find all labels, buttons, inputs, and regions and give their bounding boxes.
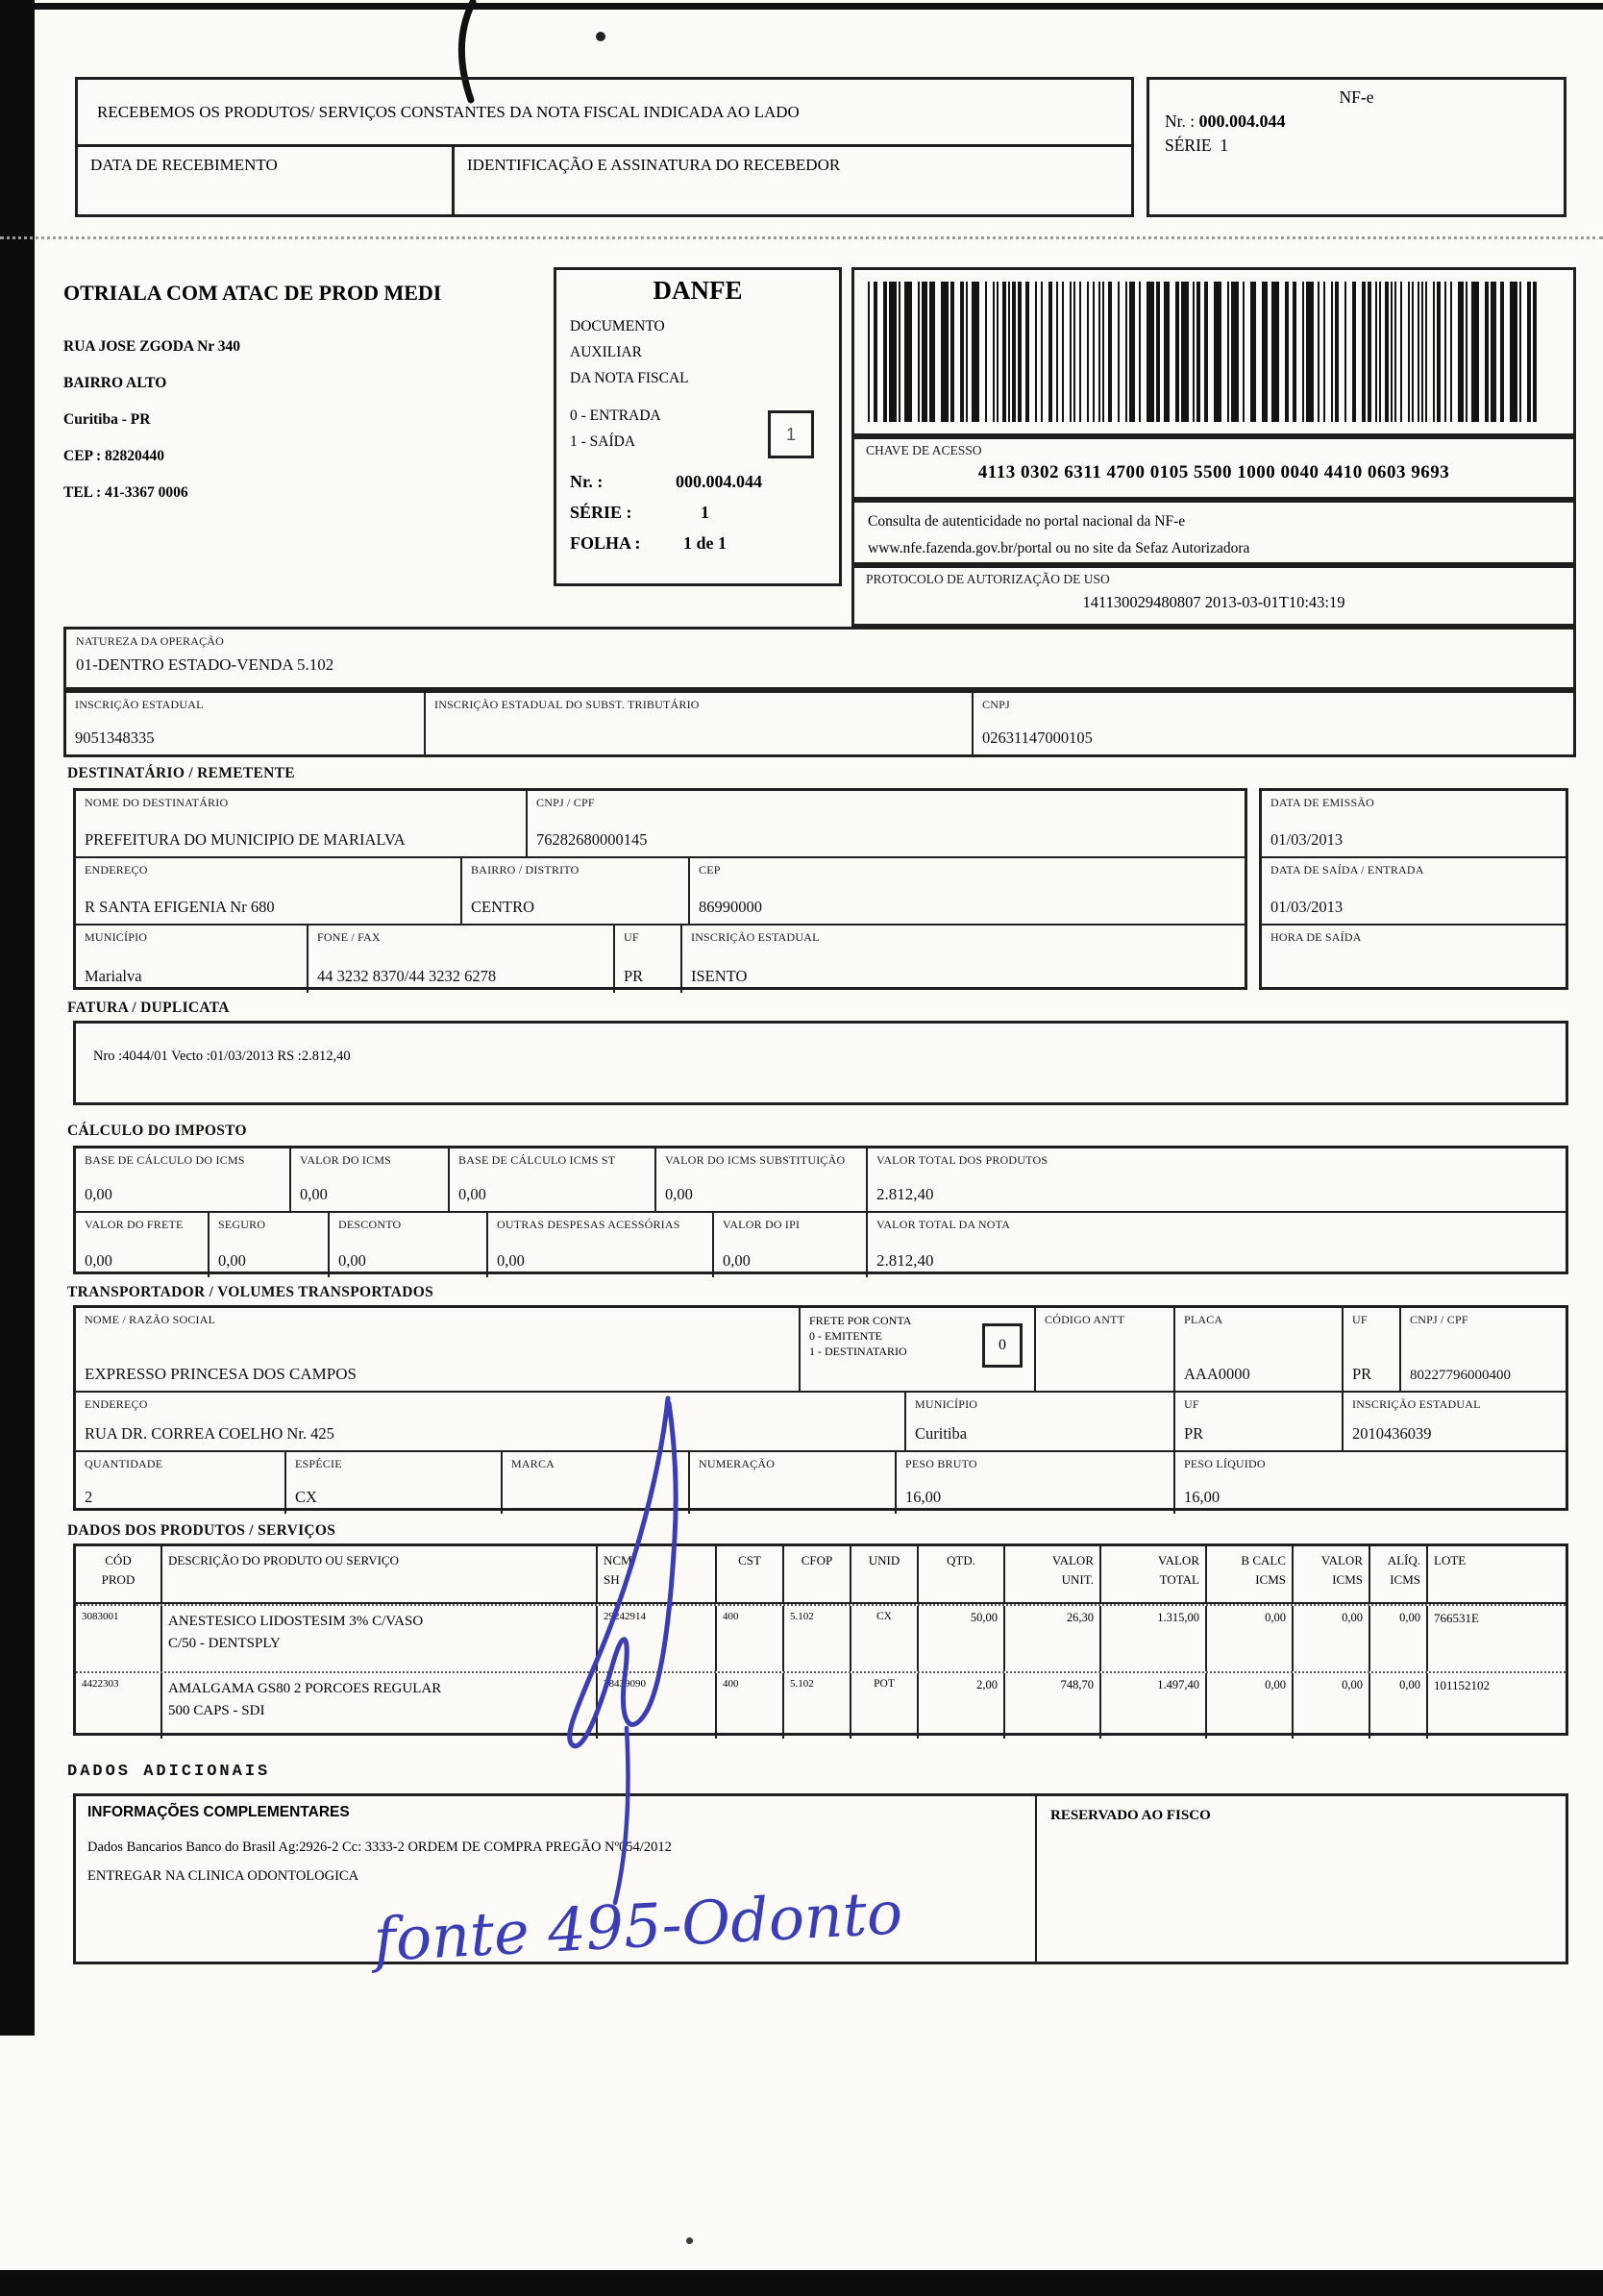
volume-quantity-field: QUANTIDADE 2 <box>76 1452 286 1514</box>
volume-numbering-field: NUMERAÇÃO <box>690 1452 897 1514</box>
danfe-tipo-box: 1 <box>768 410 814 458</box>
product-icms-rate: 0,00 <box>1370 1673 1428 1739</box>
danfe-number: Nr. : 000.004.044 <box>570 472 762 491</box>
product-row <box>76 1604 1566 1671</box>
complementary-info-cell <box>76 1796 1037 1962</box>
product-cfop: 5.102 <box>784 1673 851 1739</box>
scan-edge-left <box>0 0 35 2036</box>
barcode <box>868 282 1560 422</box>
product-unit: CX <box>851 1606 919 1671</box>
complementary-info-line-2: ENTREGAR NA CLINICA ODONTOLOGICA <box>87 1868 359 1884</box>
product-unit-value: 748,70 <box>1005 1673 1101 1739</box>
danfe-subtitle-2: AUXILIAR <box>570 344 642 360</box>
nfe-number-box <box>1147 77 1566 217</box>
carrier-name-field: NOME / RAZÃO SOCIAL EXPRESSO PRINCESA DOS CAMPOS <box>76 1308 801 1391</box>
departure-date-field: DATA DE SAÍDA / ENTRADA 01/03/2013 <box>1270 863 1424 917</box>
carrier-uf-field: UF PR <box>1344 1308 1401 1391</box>
product-qty: 50,00 <box>919 1606 1005 1671</box>
recipient-ie-field: INSCRIÇÃO ESTADUAL ISENTO <box>691 930 820 986</box>
recipient-name-field: NOME DO DESTINATÁRIO PREFEITURA DO MUNICIPIO DE MARIALVA <box>76 791 528 856</box>
scan-speck <box>686 2237 693 2244</box>
scan-edge-top <box>0 3 1603 10</box>
departure-time-field: HORA DE SAÍDA <box>1270 930 1362 944</box>
recipient-cep-field: CEP 86990000 <box>699 863 762 917</box>
tax-icms-st-base-field: BASE DE CÁLCULO ICMS ST 0,00 <box>450 1148 656 1211</box>
product-total-value: 1.497,40 <box>1101 1673 1207 1739</box>
product-total-value: 1.315,00 <box>1101 1606 1207 1671</box>
scan-edge-bottom <box>0 2270 1603 2296</box>
receipt-stub <box>75 77 1134 217</box>
tax-products-total-field: VALOR TOTAL DOS PRODUTOS 2.812,40 <box>876 1153 1048 1203</box>
carrier-cnpj-field: CNPJ / CPF 80227796000400 <box>1410 1313 1511 1383</box>
tax-other-expenses-field: OUTRAS DESPESAS ACESSÓRIAS 0,00 <box>488 1213 714 1277</box>
tax-insurance-field: SEGURO 0,00 <box>210 1213 330 1277</box>
barcode-box <box>851 267 1576 436</box>
recipient-section-title: DESTINATÁRIO / REMETENTE <box>67 765 295 781</box>
danfe-entrada: 0 - ENTRADA <box>570 407 661 424</box>
nfe-number: Nr. : 000.004.044 <box>1165 111 1286 131</box>
product-code: 3083001 <box>76 1606 162 1671</box>
tax-table <box>73 1146 1568 1274</box>
product-icms-base: 0,00 <box>1207 1606 1294 1671</box>
emitter-phone: TEL : 41-3367 0006 <box>63 484 188 501</box>
receipt-statement: RECEBEMOS OS PRODUTOS/ SERVIÇOS CONSTANTES DA NOTA FISCAL INDICADA AO LADO <box>78 80 1131 147</box>
operation-nature-value: 01-DENTRO ESTADO-VENDA 5.102 <box>76 655 334 675</box>
product-ncm: 29242914 <box>598 1606 717 1671</box>
product-lot: 766531E <box>1434 1611 1479 1625</box>
product-icms-value: 0,00 <box>1294 1606 1370 1671</box>
access-key-box <box>851 436 1576 500</box>
carrier-antt-field: CÓDIGO ANTT <box>1036 1308 1175 1391</box>
products-table <box>73 1543 1568 1736</box>
additional-data-title: DADOS ADICIONAIS <box>67 1763 271 1781</box>
emitter-name: OTRIALA COM ATAC DE PROD MEDI <box>63 281 442 305</box>
registration-row <box>63 690 1576 757</box>
receipt-signature-field: IDENTIFICAÇÃO E ASSINATURA DO RECEBEDOR <box>467 156 841 174</box>
tax-note-total-field: VALOR TOTAL DA NOTA 2.812,40 <box>876 1218 1011 1270</box>
product-icms-base: 0,00 <box>1207 1673 1294 1739</box>
dates-side-table <box>1259 788 1568 990</box>
carrier-freight-type-value: 0 <box>982 1323 1023 1368</box>
carrier-section-title: TRANSPORTADOR / VOLUMES TRANSPORTADOS <box>67 1284 434 1300</box>
authenticity-line-1: Consulta de autenticidade no portal nacional da NF-e <box>868 513 1186 530</box>
state-registration-field: INSCRIÇÃO ESTADUAL 9051348335 <box>66 693 426 754</box>
recipient-address-field: ENDEREÇO R SANTA EFIGENIA Nr 680 <box>76 858 462 924</box>
protocol-box <box>851 565 1576 627</box>
tax-icms-subst-field: VALOR DO ICMS SUBSTITUIÇÃO 0,00 <box>656 1148 868 1211</box>
carrier-address-field: ENDEREÇO RUA DR. CORREA COELHO Nr. 425 <box>76 1393 906 1450</box>
recipient-city-field: MUNICÍPIO Marialva <box>76 926 308 993</box>
products-section-title: DADOS DOS PRODUTOS / SERVIÇOS <box>67 1522 336 1539</box>
recipient-district-field: BAIRRO / DISTRITO CENTRO <box>462 858 690 924</box>
access-key-value: 4113 0302 6311 4700 0105 5500 1000 0040 4410 0603 9693 <box>977 462 1450 483</box>
emitter-cep: CEP : 82820440 <box>63 448 165 464</box>
product-row <box>76 1671 1566 1739</box>
carrier-ie-field: INSCRIÇÃO ESTADUAL 2010436039 <box>1352 1397 1481 1444</box>
danfe-title: DANFE <box>653 276 743 305</box>
products-header-row: CÓD PROD DESCRIÇÃO DO PRODUTO OU SERVIÇO NCM SH CST CFOP UNID QTD. VALOR UNIT. VALOR TOTAL B CALC ICMS VALOR ICMS ALÍQ. ICMS LOTE <box>76 1546 1566 1604</box>
product-unit: POT <box>851 1673 919 1739</box>
emitter-city: Curitiba - PR <box>63 411 151 428</box>
danfe-sheet: FOLHA : 1 de 1 <box>570 533 727 553</box>
product-cst: 400 <box>717 1606 784 1671</box>
emitter-street: RUA JOSE ZGODA Nr 340 <box>63 338 241 355</box>
perforation-line <box>0 236 1603 239</box>
carrier-city-field: MUNICÍPIO Curitiba <box>906 1393 1175 1450</box>
danfe-series: SÉRIE : 1 <box>570 503 709 522</box>
recipient-table <box>73 788 1247 990</box>
danfe-subtitle-1: DOCUMENTO <box>570 318 665 334</box>
recipient-phone-field: FONE / FAX 44 3232 8370/44 3232 6278 <box>308 926 615 993</box>
recipient-uf-field: UF PR <box>615 926 682 993</box>
tax-icms-value-field: VALOR DO ICMS 0,00 <box>291 1148 450 1211</box>
nfe-title: NF-e <box>1339 87 1374 107</box>
authenticity-note <box>851 500 1576 565</box>
subst-registration-field: INSCRIÇÃO ESTADUAL DO SUBST. TRIBUTÁRIO <box>426 693 974 754</box>
operation-nature-field <box>63 627 1576 690</box>
gross-weight-field: PESO BRUTO 16,00 <box>897 1452 1175 1514</box>
product-ncm: 28439090 <box>598 1673 717 1739</box>
invoice-section-title: FATURA / DUPLICATA <box>67 1000 230 1016</box>
product-icms-value: 0,00 <box>1294 1673 1370 1739</box>
product-lot: 101152102 <box>1434 1678 1491 1692</box>
protocol-label: PROTOCOLO DE AUTORIZAÇÃO DE USO <box>866 572 1110 586</box>
emitter-block <box>63 281 555 511</box>
invoice-installment-value: Nro :4044/01 Vecto :01/03/2013 RS :2.812,40 <box>93 1049 351 1064</box>
cnpj-field: CNPJ 02631147000105 <box>982 698 1093 748</box>
emitter-district: BAIRRO ALTO <box>63 375 167 391</box>
carrier-uf2-field: UF PR <box>1175 1393 1344 1450</box>
product-qty: 2,00 <box>919 1673 1005 1739</box>
receipt-date-field: DATA DE RECEBIMENTO <box>78 147 455 214</box>
product-cst: 400 <box>717 1673 784 1739</box>
product-description: ANESTESICO LIDOSTESIM 3% C/VASO C/50 - DENTSPLY <box>162 1606 598 1671</box>
tax-ipi-field: VALOR DO IPI 0,00 <box>714 1213 868 1277</box>
complementary-info-label: INFORMAÇÕES COMPLEMENTARES <box>87 1804 350 1820</box>
carrier-plate-field: PLACA AAA0000 <box>1175 1308 1344 1391</box>
tax-icms-base-field: BASE DE CÁLCULO DO ICMS 0,00 <box>76 1148 291 1211</box>
product-cfop: 5.102 <box>784 1606 851 1671</box>
operation-nature-label: NATUREZA DA OPERAÇÃO <box>76 634 225 648</box>
danfe-subtitle-3: DA NOTA FISCAL <box>570 370 689 386</box>
tax-discount-field: DESCONTO 0,00 <box>330 1213 488 1277</box>
complementary-info-line-1: Dados Bancarios Banco do Brasil Ag:2926-2 Cc: 3333-2 ORDEM DE COMPRA PREGÃO Nº054/2012 <box>87 1839 672 1855</box>
danfe-saida: 1 - SAÍDA <box>570 433 636 450</box>
recipient-cnpj-field: CNPJ / CPF 76282680000145 <box>536 796 648 850</box>
tax-section-title: CÁLCULO DO IMPOSTO <box>67 1123 247 1139</box>
signature-text: fonte 495-Odonto <box>371 1877 904 1975</box>
product-unit-value: 26,30 <box>1005 1606 1101 1671</box>
tax-freight-field: VALOR DO FRETE 0,00 <box>76 1213 210 1277</box>
authenticity-line-2: www.nfe.fazenda.gov.br/portal ou no site da Sefaz Autorizadora <box>868 540 1250 556</box>
emission-date-field: DATA DE EMISSÃO 01/03/2013 <box>1270 796 1375 850</box>
nfe-series: SÉRIE 1 <box>1165 136 1229 155</box>
carrier-table <box>73 1305 1568 1511</box>
product-icms-rate: 0,00 <box>1370 1606 1428 1671</box>
reserved-fisco-cell: RESERVADO AO FISCO <box>1050 1808 1211 1823</box>
protocol-value: 141130029480807 2013-03-01T10:43:19 <box>1082 593 1345 612</box>
volume-brand-field: MARCA <box>503 1452 690 1514</box>
access-key-label: CHAVE DE ACESSO <box>866 443 982 457</box>
net-weight-field: PESO LÍQUIDO 16,00 <box>1184 1457 1266 1507</box>
product-description: AMALGAMA GS80 2 PORCOES REGULAR 500 CAPS - SDI <box>162 1673 598 1739</box>
product-code: 4422303 <box>76 1673 162 1739</box>
carrier-freight-type-field: FRETE POR CONTA 0 - EMITENTE 1 - DESTINATARIO 0 <box>801 1308 1036 1391</box>
danfe-box <box>554 267 842 586</box>
additional-data-box <box>73 1793 1568 1964</box>
invoice-installment-box <box>73 1021 1568 1105</box>
volume-species-field: ESPÉCIE CX <box>286 1452 503 1514</box>
